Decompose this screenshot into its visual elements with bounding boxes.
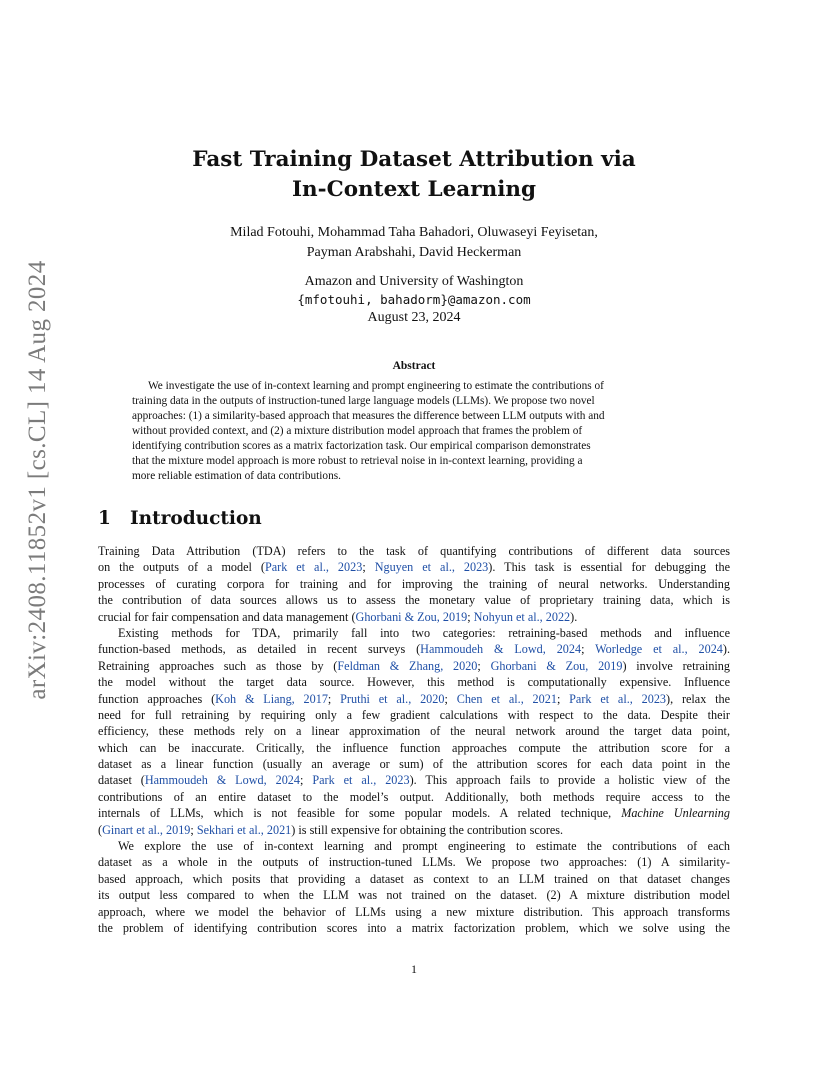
body-line: its output less compared to when the LLM was not trained on the dataset. (2) A mixture distribution model xyxy=(98,888,730,903)
abstract-heading: Abstract xyxy=(392,360,436,372)
introduction-body xyxy=(98,543,730,936)
citation-link[interactable]: Sekhari et al., 2021 xyxy=(196,822,292,837)
body-line: We explore the use of in-context learning and prompt engineering to estimate the contributions of each xyxy=(118,839,730,854)
body-line: approach, where we model the behavior of LLMs using a new mixture distribution. This approach transforms xyxy=(98,904,730,919)
body-line: the model without the target data source. However, this method is computationally expensive. Influence xyxy=(98,675,730,690)
abstract-line: identifying contribution scores as a matrix factorization task. Our empirical comparison demonstrates xyxy=(132,440,591,452)
body-line: on the outputs of a model (Park et al., 2023; Nguyen et al., 2023). This task is essential for debugging the xyxy=(98,560,730,575)
abstract-line: without provided context, and (2) a mixture distribution model approach that frames the problem of xyxy=(132,425,583,437)
citation-link[interactable]: Nohyun et al., 2022 xyxy=(473,609,571,624)
authors-line-1: Milad Fotouhi, Mohammad Taha Bahadori, Oluwaseyi Feyisetan, xyxy=(230,225,598,240)
section-heading xyxy=(98,508,262,529)
citation-link[interactable]: Hammoudeh & Lowd, 2024 xyxy=(144,773,300,788)
body-line: contributions of an entire dataset to the model’s output. Additionally, both methods require access to the xyxy=(98,789,730,804)
citation-link[interactable]: Feldman & Zhang, 2020 xyxy=(337,658,478,673)
citation-link[interactable]: Ghorbani & Zou, 2019 xyxy=(355,609,468,624)
italic-term: Machine Unlearning xyxy=(621,806,730,821)
body-line: efficiency, these methods rely on a linear approximation of the neural network around the target data point, xyxy=(98,724,730,739)
abstract-line: more reliable estimation of data contributions. xyxy=(132,470,341,482)
body-line: Existing methods for TDA, primarily fall into two categories: retraining-based methods and influence xyxy=(118,625,730,640)
institution: Amazon and University of Washington xyxy=(304,274,524,289)
abstract-body xyxy=(132,379,698,484)
authors-line-2: Payman Arabshahi, David Heckerman xyxy=(306,245,522,260)
citation-link[interactable]: Pruthi et al., 2020 xyxy=(340,691,445,706)
paper-title xyxy=(130,145,698,205)
body-line: function approaches (Koh & Liang, 2017; Pruthi et al., 2020; Chen et al., 2021; Park et al., 2023), relax the xyxy=(98,691,731,706)
paper-date: August 23, 2024 xyxy=(367,310,461,325)
citation-link[interactable]: Park et al., 2023 xyxy=(312,773,410,788)
author-emails: {mfotouhi, bahadorm}@amazon.com xyxy=(297,292,531,307)
citation-link[interactable]: Ghorbani & Zou, 2019 xyxy=(490,658,623,673)
body-line: based approach, which posits that providing a dataset as context to an LLM trained on that dataset changes xyxy=(98,871,730,886)
section-number: 1 xyxy=(98,508,111,529)
title-line-1: Fast Training Dataset Attribution via xyxy=(192,147,636,172)
page-number: 1 xyxy=(411,962,417,976)
body-line: function-based methods, as detailed in recent surveys (Hammoudeh & Lowd, 2024; Worledge et al., 2024). xyxy=(98,642,730,657)
citation-link[interactable]: Worledge et al., 2024 xyxy=(595,642,723,657)
title-line-2: In-Context Learning xyxy=(291,177,537,202)
body-line: internals of LLMs, which is not feasible for some popular models. A related technique, Machine Unlearning xyxy=(98,806,730,821)
affiliation-block xyxy=(130,273,698,327)
body-line: dataset as a whole in the outputs of instruction-tuned LLMs. We propose two approaches: (1) A similarity- xyxy=(98,855,730,870)
body-line: Retraining approaches such as those by (Feldman & Zhang, 2020; Ghorbani & Zou, 2019) involve retraining xyxy=(98,658,730,673)
abstract-line: training data in the outputs of instruction-tuned large language models (LLMs). We propose two novel xyxy=(132,395,595,407)
body-line: the problem of identifying contribution scores into a matrix factorization problem, which we solve using the xyxy=(98,920,730,935)
citation-link[interactable]: Chen et al., 2021 xyxy=(456,691,557,706)
author-list xyxy=(130,223,698,263)
body-line: the contribution of data sources allows us to assess the monetary value of proprietary training data, which is xyxy=(98,593,730,608)
abstract-line: approaches: (1) a similarity-based approach that measures the difference between LLM outputs with and xyxy=(132,410,605,422)
citation-link[interactable]: Koh & Liang, 2017 xyxy=(215,691,328,706)
body-line: processes of curating corpora for training and for improving the training of neural networks. Understanding xyxy=(98,576,730,591)
body-line: Training Data Attribution (TDA) refers to the task of quantifying contributions of different data sources xyxy=(98,544,730,558)
body-line: dataset (Hammoudeh & Lowd, 2024; Park et al., 2023). This approach fails to provide a holistic view of the xyxy=(98,773,730,788)
citation-link[interactable]: Ginart et al., 2019 xyxy=(102,822,191,837)
abstract-line: that the mixture model approach is more robust to retrieval noise in in-context learning, providing a xyxy=(132,455,583,467)
body-line: (Ginart et al., 2019; Sekhari et al., 2021) is still expensive for obtaining the contribution scores. xyxy=(98,822,564,837)
citation-link[interactable]: Park et al., 2023 xyxy=(264,560,363,575)
citation-link[interactable]: Nguyen et al., 2023 xyxy=(374,560,489,575)
section-title: Introduction xyxy=(130,508,262,529)
citation-link[interactable]: Hammoudeh & Lowd, 2024 xyxy=(420,642,582,657)
abstract-line: We investigate the use of in-context learning and prompt engineering to estimate the contributions of xyxy=(148,380,604,392)
citation-link[interactable]: Park et al., 2023 xyxy=(569,691,667,706)
body-line: need for full retraining by requiring only a few gradient calculations with respect to the data. Despite their xyxy=(98,707,730,722)
arxiv-identifier-stamp: arXiv:2408.11852v1 [cs.CL] 14 Aug 2024 xyxy=(24,260,51,700)
body-line: which can be inaccurate. Critically, the influence function approaches compute the attribution score for a xyxy=(98,740,730,755)
body-line: dataset as a linear function (usually an average or sum) of the attribution scores for each data point in the xyxy=(98,757,730,772)
body-line: crucial for fair compensation and data management (Ghorbani & Zou, 2019; Nohyun et al., 2022). xyxy=(98,609,578,624)
